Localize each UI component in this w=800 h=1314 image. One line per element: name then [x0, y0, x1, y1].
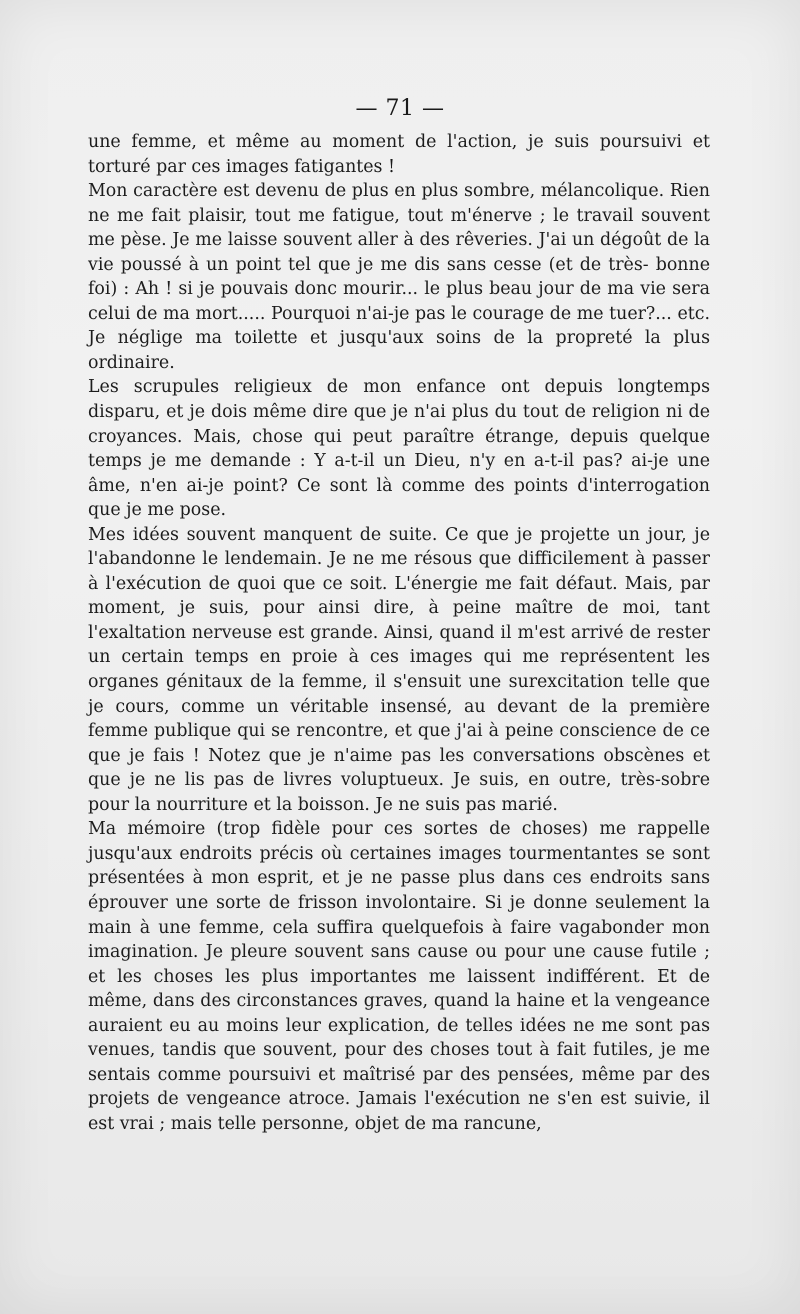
paragraph-continued: une femme, et même au moment de l'action, je suis poursuivi et torturé par ces images fatigantes !: [88, 132, 710, 177]
paragraph-religion: Les scrupules religieux de mon enfance ont depuis longtemps disparu, et je dois même dire que je n'ai plus du tout de religion ni de croyances. Mais, chose qui peut paraître étrange, depuis quelque temps je me demande : Y a-t-il un Dieu, n'y en a-t-il pas? ai-je une âme, n'en ai-je point? Ce sont là comme des points d'interrogation que je me pose.: [88, 377, 710, 521]
paragraph-ideas: Mes idées souvent manquent de suite. Ce que je projette un jour, je l'abandonne le lendemain. Je ne me résous que difficilement à passer à l'exécution de quoi que ce soit. L'énergie me fait défaut. Mais, par moment, je suis, pour ainsi dire, à peine maître de moi, tant l'exaltation nerveuse est grande. Ainsi, quand il m'est arrivé de rester un certain temps en proie à ces images qui me représentent les organes génitaux de la femme, il s'ensuit une surexcitation telle que je cours, comme un véritable insensé, au devant de la première femme publique qui se rencontre, et que j'ai à peine conscience de ce que je fais ! Notez que je n'aime pas les conversations obscènes et que je ne lis pas de livres voluptueux. Je suis, en outre, très-sobre pour la nourriture et la boisson. Je ne suis pas marié.: [88, 524, 710, 815]
paragraph-memory: Ma mémoire (trop fidèle pour ces sortes de choses) me rappelle jusqu'aux endroits précis où certaines images tourmentantes se sont présentées à mon esprit, et je ne passe plus dans ces endroits sans éprouver une sorte de frisson involontaire. Si je donne seulement la main à une femme, cela suffira quelquefois à faire vagabonder mon imagination. Je pleure souvent sans cause ou pour une cause futile ; et les choses les plus importantes me laissent indifférent. Et de même, dans des circonstances graves, quand la haine et la vengeance auraient eu au moins leur explication, de telles idées ne me sont pas venues, tandis que souvent, pour des choses tout à fait futiles, je me sentais comme poursuivi et maîtrisé par des pensées, même par des projets de vengeance atroce. Jamais l'exécution ne s'en est suivie, il est vrai ; mais telle personne, objet de ma rancune,: [88, 819, 710, 1134]
page-number: — 71 —: [355, 96, 445, 121]
paragraph-character: Mon caractère est devenu de plus en plus sombre, mélancolique. Rien ne me fait plaisir, tout me fatigue, tout m'énerve ; le travail souvent me pèse. Je me laisse souvent aller à des rêveries. J'ai un dégoût de la vie poussé à un point tel que je me dis sans cesse (et de très- bonne foi) : Ah ! si je pouvais donc mourir... le plus beau jour de ma vie sera celui de ma mort..... Pourquoi n'ai-je pas le courage de me tuer?... etc. Je néglige ma toilette et jusqu'aux soins de la propreté la plus ordinaire.: [88, 181, 710, 373]
body-text: [88, 130, 710, 1136]
